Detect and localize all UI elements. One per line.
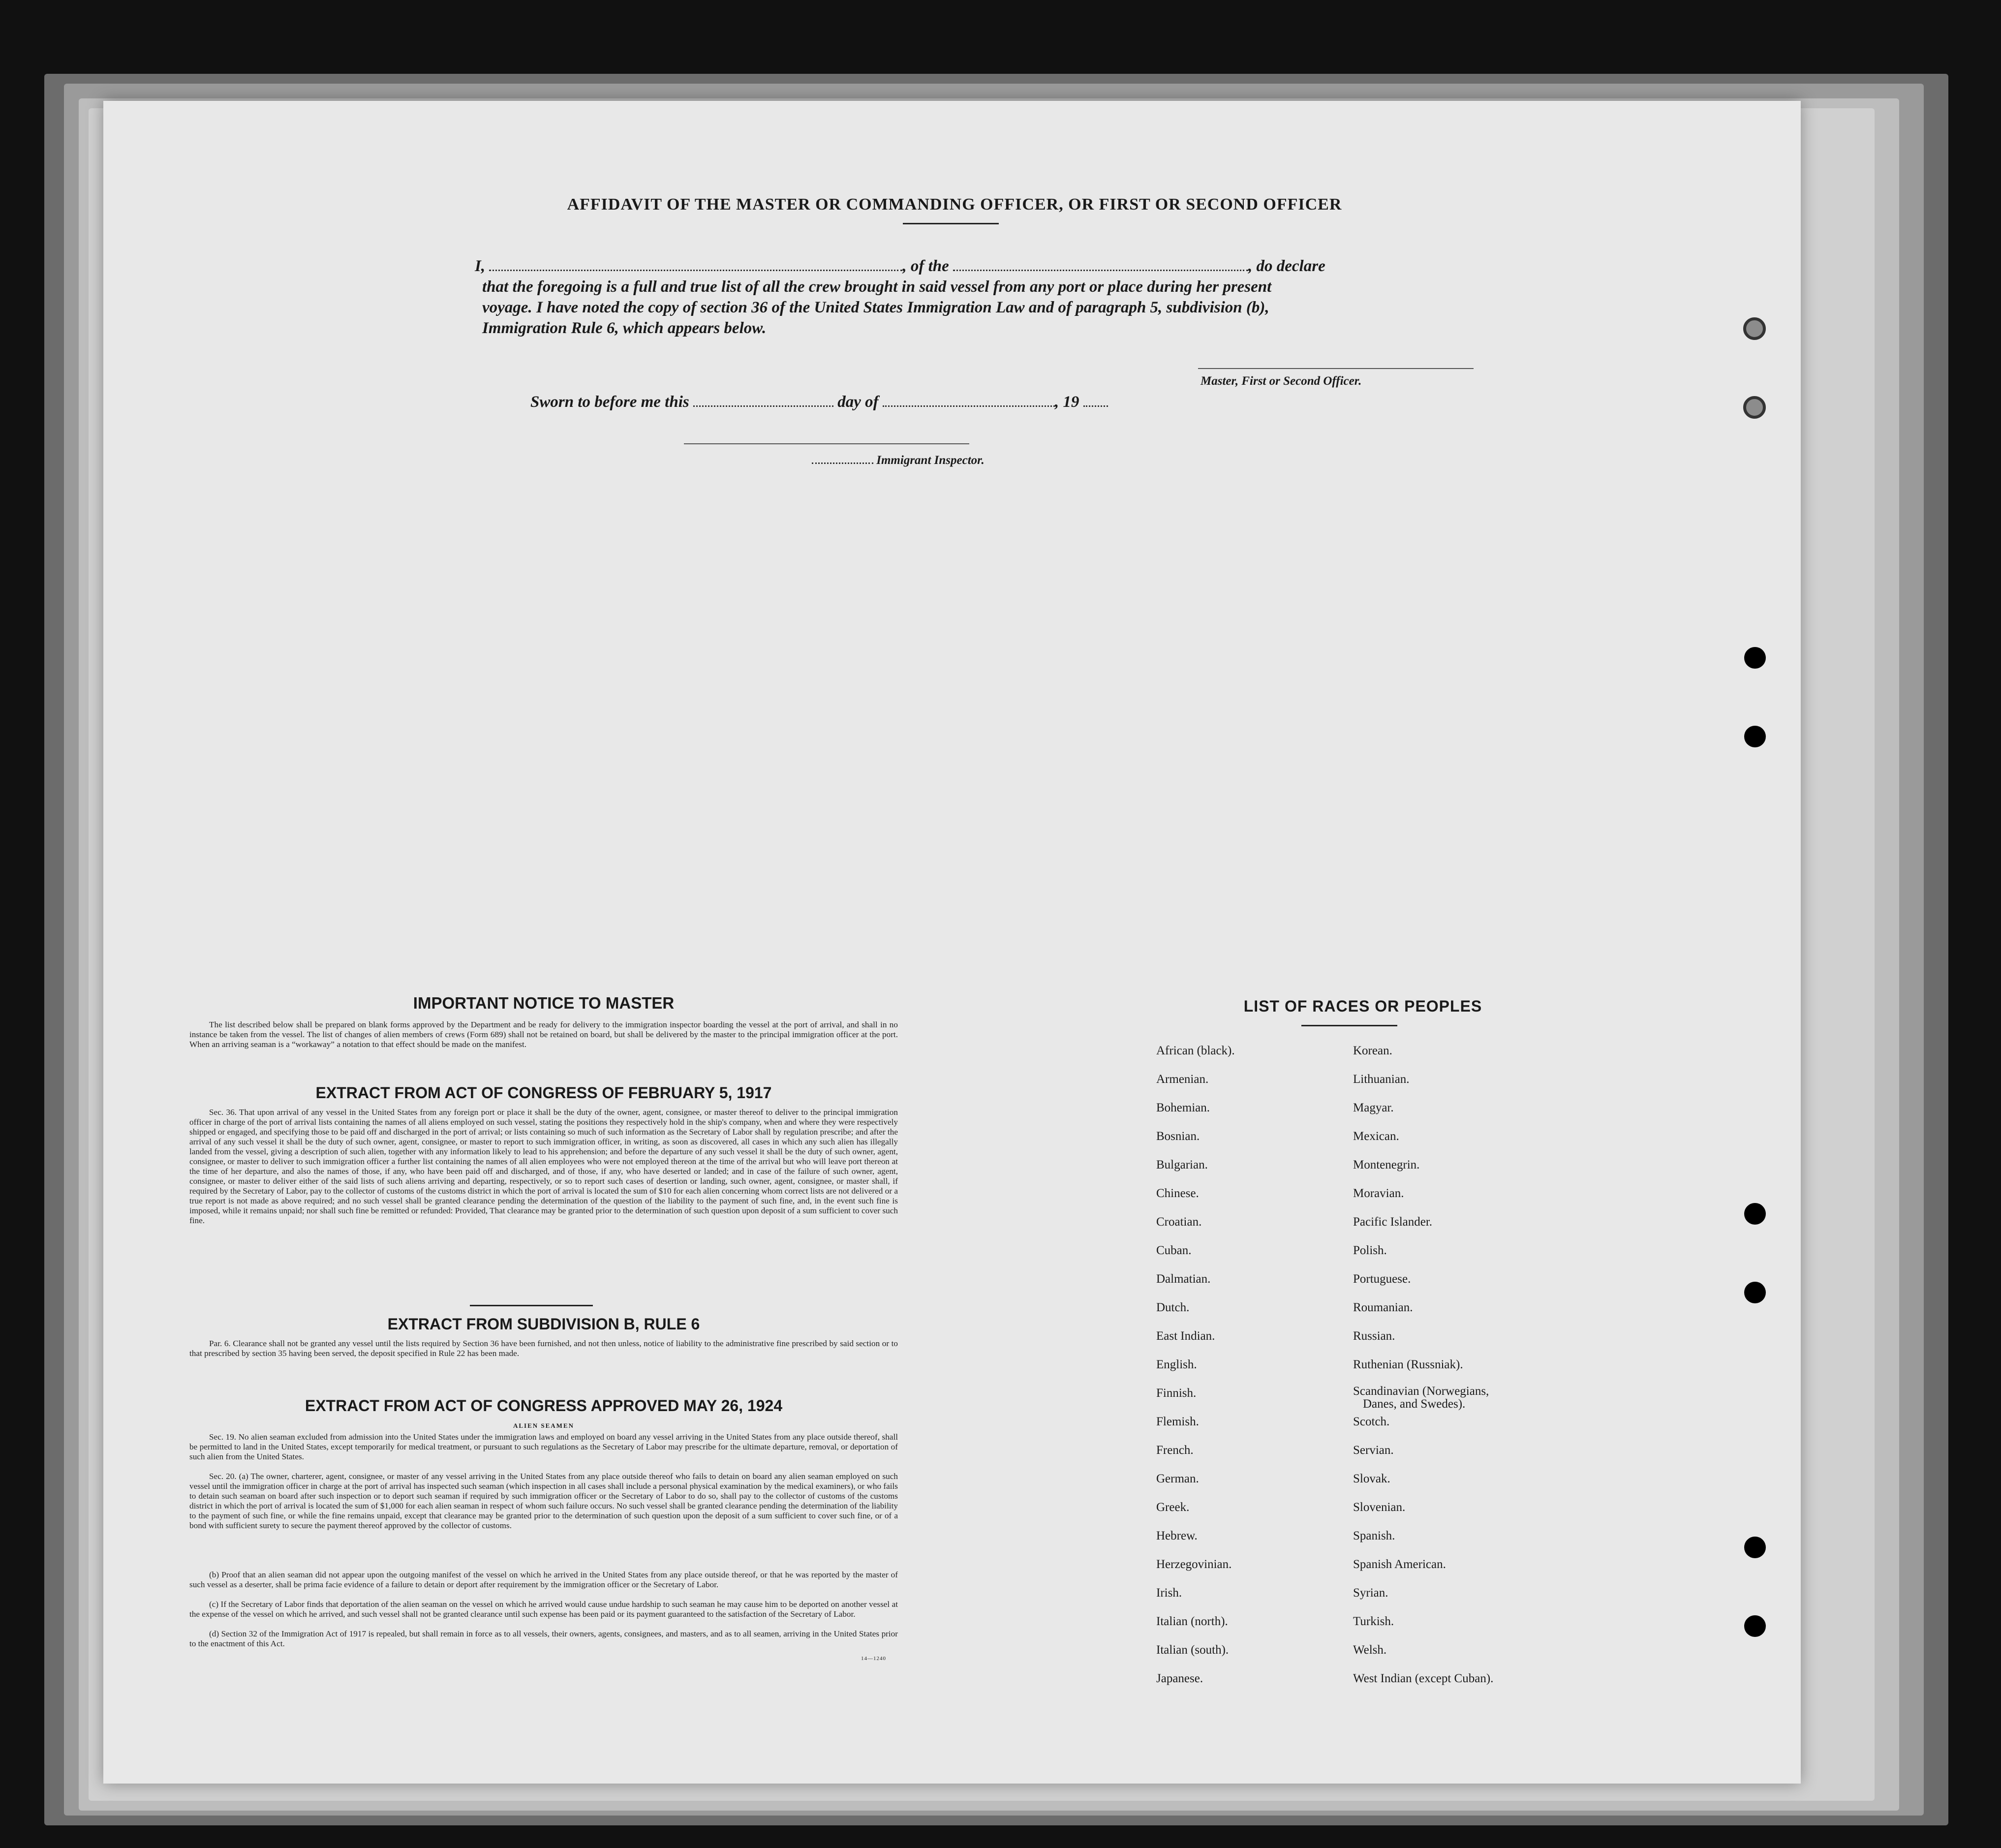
race-item: Syrian. (1353, 1586, 1388, 1600)
affidavit-do-declare: , do declare (1248, 257, 1325, 275)
race-item: Roumanian. (1353, 1301, 1413, 1314)
affidavit-line-3: voyage. I have noted the copy of section 36 of the United States Immigration Law and of paragraph 5, subdivision (b), (482, 299, 1269, 316)
binder-hole (1744, 1282, 1766, 1303)
race-item: Bohemian. (1156, 1101, 1210, 1114)
extract-rule6-title: EXTRACT FROM SUBDIVISION B, RULE 6 (387, 1315, 700, 1333)
section-divider (470, 1305, 593, 1306)
race-item: Hebrew. (1156, 1529, 1198, 1542)
notice-title: IMPORTANT NOTICE TO MASTER (413, 994, 675, 1012)
affidavit-title-rule (903, 223, 999, 224)
race-item: Magyar. (1353, 1101, 1394, 1114)
race-item: Armenian. (1156, 1073, 1209, 1086)
sworn-year-blank (1083, 395, 1108, 407)
sworn-line (530, 393, 1108, 411)
race-item: Bulgarian. (1156, 1158, 1208, 1171)
race-item: Russian. (1353, 1329, 1395, 1343)
binder-hole (1743, 317, 1766, 340)
race-item: Croatian. (1156, 1215, 1202, 1229)
inspector-signature-line (684, 443, 969, 444)
sworn-year: , 19 (1054, 393, 1079, 411)
race-item: Finnish. (1156, 1386, 1197, 1400)
race-item: Spanish. (1353, 1529, 1395, 1542)
vessel-blank (953, 259, 1248, 271)
extract-1924-subtitle: ALIEN SEAMEN (513, 1422, 575, 1429)
affidavit-of-the: , of the (902, 257, 949, 275)
race-item: Japanese. (1156, 1672, 1203, 1685)
race-item: German. (1156, 1472, 1199, 1485)
race-item: Ruthenian (Russniak). (1353, 1358, 1463, 1371)
inspector-signature-caption (812, 454, 985, 467)
race-item: West Indian (except Cuban). (1353, 1672, 1494, 1685)
race-item: Portuguese. (1353, 1272, 1411, 1286)
binder-hole (1743, 396, 1766, 419)
affidavit-title: AFFIDAVIT OF THE MASTER OR COMMANDING OFFICER, OR FIRST OR SECOND OFFICER (567, 195, 1342, 214)
extract-1924-title: EXTRACT FROM ACT OF CONGRESS APPROVED MAY 26, 1924 (305, 1397, 783, 1415)
race-item: Herzegovinian. (1156, 1558, 1232, 1571)
race-item: Polish. (1353, 1244, 1387, 1257)
master-signature-line (1198, 368, 1474, 369)
sworn-month-blank (883, 395, 1055, 407)
race-item: Servian. (1353, 1444, 1394, 1457)
sworn-day-of: day of (837, 393, 879, 411)
race-item: African (black). (1156, 1044, 1235, 1057)
affidavit-line-4: Immigration Rule 6, which appears below. (482, 319, 767, 337)
race-item: Bosnian. (1156, 1130, 1200, 1143)
race-item: Italian (north). (1156, 1615, 1228, 1628)
extract-1924-sec20a: Sec. 20. (a) The owner, charterer, agent, consignee, or master of any vessel arriving in the United States from any place outside thereof who fails to detain on board any alien seaman employed on such vessel until the immigration officer in charge at the port of arrival has inspected such seaman (which inspection in all cases shall include a personal physical examination by the medical examiners), or who fails to detain such seaman on board after such inspection or to deport such seaman if required by such immigration officer or the Secretary of Labor to do so, shall pay to the collector of customs of the customs district in which the port of arrival is located the sum of $1,000 for each alien seaman in respect of whom such failure occurs. No such vessel shall be granted clearance pending the determination of the liability to the payment of such fine, or while the fine remains unpaid, except that clearance may be granted prior to the determination of such question upon the deposit of a sum sufficient to cover such fine, or of a bond with sufficient surety to secure the payment thereof approved by the collector of customs. (189, 1472, 898, 1530)
affidavit-line-1 (475, 257, 1325, 276)
master-signature-caption: Master, First or Second Officer. (1201, 374, 1362, 388)
race-item: Turkish. (1353, 1615, 1394, 1628)
affidavit-i: I, (475, 257, 486, 275)
race-item: Slovenian. (1353, 1501, 1406, 1514)
binder-hole (1744, 1203, 1766, 1225)
race-item: Lithuanian. (1353, 1073, 1410, 1086)
inspector-blank (812, 456, 873, 464)
binder-hole (1744, 1537, 1766, 1558)
race-item: Slovak. (1353, 1472, 1390, 1485)
race-item: Mexican. (1353, 1130, 1399, 1143)
race-item: Flemish. (1156, 1415, 1199, 1428)
race-item: Chinese. (1156, 1187, 1199, 1200)
extract-1924-sec20d: (d) Section 32 of the Immigration Act of 1917 is repealed, but shall remain in force as to all vessels, their owners, agents, consignees, and masters, and as to all seamen, arriving in the United States prior to the enactment of this Act. (189, 1629, 898, 1648)
binder-hole (1744, 726, 1766, 747)
form-number: 14—1240 (861, 1656, 886, 1662)
race-item: Welsh. (1353, 1643, 1387, 1657)
race-item: Greek. (1156, 1501, 1190, 1514)
race-item: Dalmatian. (1156, 1272, 1211, 1286)
binder-hole (1744, 1615, 1766, 1637)
sworn-day-blank (693, 395, 833, 407)
race-item: Pacific Islander. (1353, 1215, 1433, 1229)
extract-rule6-text: Par. 6. Clearance shall not be granted any vessel until the lists required by Section 36 have been furnished, and not then unless, notice of liability to the administrative fine prescribed by said section or to that prescribed by section 35 having been served, the deposit specified in Rule 22 has been made. (189, 1339, 898, 1358)
document-page (103, 101, 1801, 1784)
race-item: East Indian. (1156, 1329, 1215, 1343)
inspector-caption-text: Immigrant Inspector. (876, 454, 985, 467)
race-item: Italian (south). (1156, 1643, 1229, 1657)
race-item: Danes, and Swedes). (1363, 1397, 1466, 1411)
race-item: Moravian. (1353, 1187, 1404, 1200)
races-title-rule (1301, 1025, 1397, 1026)
race-item: Dutch. (1156, 1301, 1190, 1314)
name-blank (489, 259, 902, 271)
sworn-text: Sworn to before me this (530, 393, 689, 411)
binder-hole (1744, 647, 1766, 669)
race-item: Spanish American. (1353, 1558, 1446, 1571)
extract-1917-text: Sec. 36. That upon arrival of any vessel in the United States from any foreign port or place it shall be the duty of the owner, agent, consignee, or master thereof to deliver to the principal immigration officer in charge of the port of arrival lists containing the names of all aliens employed on such vessel, stating the positions they respectively hold in the ship's company, when and where they were respectively shipped or engaged, and specifying those to be paid off and discharged in the port of arrival; or lists containing so much of such information as the Secretary of Labor shall by regulation prescribe; and after the arrival of any such vessel it shall be the duty of such owner, agent, consignee, or master to report to such immigration officer, in writing, as soon as discovered, all cases in which any such alien has illegally landed from the vessel, giving a description of such alien, together with any information likely to lead to his apprehension; and before the departure of any such vessel it shall be the duty of such owner, agent, consignee, or master to deliver to such immigration officer a further list containing the names of all alien employees who were not employed thereon at the time of the arrival but who will leave port thereon at the time of her departure, and also the names of those, if any, who have been paid off and discharged, and of those, if any, who have deserted or landed; and in case of the failure of such owner, agent, consignee, or master to deliver either of the said lists of such aliens arriving and departing, respectively, or so to report such cases of desertion or landing, such owner, agent, consignee, or master shall, if required by the Secretary of Labor, pay to the collector of customs of the customs district in which the port of arrival is located the sum of $10 for each alien concerning whom correct lists are not delivered or a true report is not made as above required; and no such vessel shall be granted clearance pending the determination of the question of the liability to the payment of such fine, and, in the event such fine is imposed, while it remains unpaid; nor shall such fine be remitted or refunded: Provided, That clearance may be granted prior to the determination of such question upon deposit of a sum sufficient to cover such fine. (189, 1108, 898, 1225)
extract-1924-sec20b: (b) Proof that an alien seaman did not appear upon the outgoing manifest of the vessel on which he arrived in the United States from any place outside thereof, or that he was reported by the master of such vessel as a deserter, shall be prima facie evidence of a failure to detain or deport after requirement by the immigration officer or the Secretary of Labor. (189, 1570, 898, 1589)
affidavit-line-2: that the foregoing is a full and true list of all the crew brought in said vessel from any port or place during her present (482, 278, 1272, 296)
race-item: French. (1156, 1444, 1194, 1457)
race-item: Montenegrin. (1353, 1158, 1420, 1171)
extract-1917-title: EXTRACT FROM ACT OF CONGRESS OF FEBRUARY 5, 1917 (315, 1084, 772, 1102)
race-item: Korean. (1353, 1044, 1392, 1057)
race-item: Irish. (1156, 1586, 1182, 1600)
race-item: Scandinavian (Norwegians, (1353, 1385, 1489, 1398)
race-item: Scotch. (1353, 1415, 1390, 1428)
races-title: LIST OF RACES OR PEOPLES (1243, 997, 1482, 1015)
extract-1924-sec19: Sec. 19. No alien seaman excluded from admission into the United States under the immigration laws and employed on board any vessel arriving in the United States from any place outside thereof, shall be permitted to land in the United States, except temporarily for medical treatment, or pursuant to such regulations as the Secretary of Labor may prescribe for the ultimate departure, removal, or deportation of such alien from the United States. (189, 1432, 898, 1461)
notice-text: The list described below shall be prepared on blank forms approved by the Department and be ready for delivery to the immigration inspector boarding the vessel at the port of arrival, and shall in no instance be taken from the vessel. The list of changes of alien members of crews (Form 689) shall not be retained on board, but shall be delivered by the master to the principal immigration officer at the port. When an arriving seaman is a “workaway” a notation to that effect should be made on the manifest. (189, 1020, 898, 1049)
race-item: English. (1156, 1358, 1197, 1371)
extract-1924-sec20c: (c) If the Secretary of Labor finds that deportation of the alien seaman on the vessel on which he arrived would cause undue hardship to such seaman he may cause him to be deported on another vessel at the expense of the vessel on which he arrived, and such vessel shall not be granted clearance until such expense has been paid or its payment guaranteed to the satisfaction of the Secretary of Labor. (189, 1600, 898, 1619)
race-item: Cuban. (1156, 1244, 1192, 1257)
